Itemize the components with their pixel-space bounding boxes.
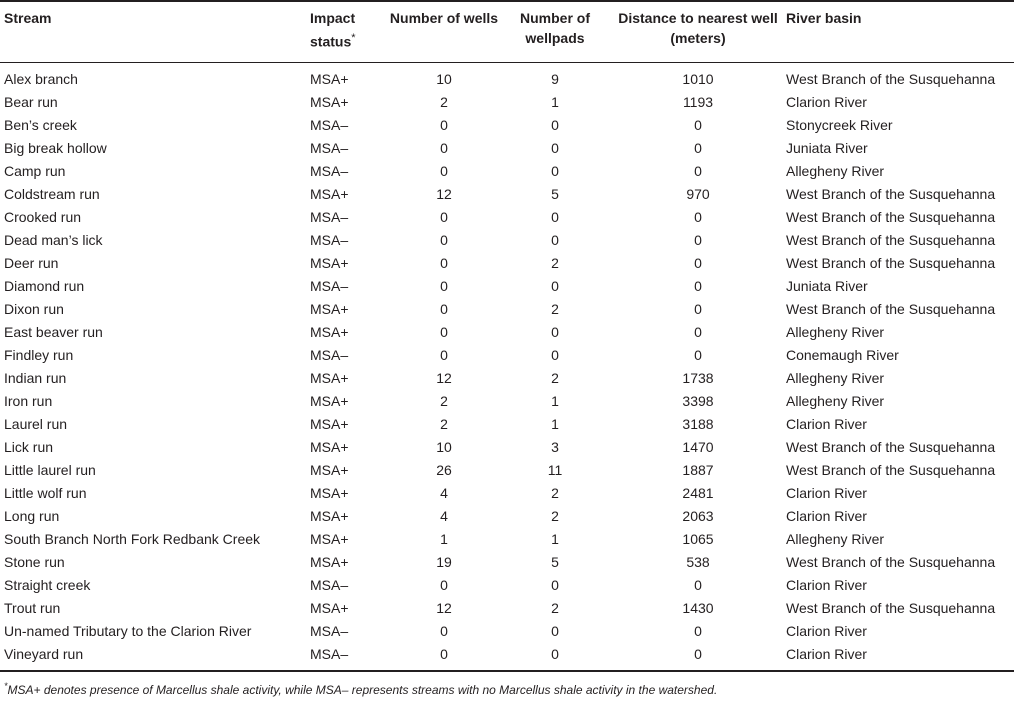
cell-number-of-wells: 4 <box>440 485 448 501</box>
table-row <box>0 137 1014 160</box>
cell-number-of-wellpads: 2 <box>551 370 559 386</box>
cell-number-of-wellpads: 2 <box>551 600 559 616</box>
table-row <box>0 160 1014 183</box>
cell-distance: 0 <box>694 646 702 662</box>
table-row <box>0 390 1014 413</box>
cell-number-of-wells: 12 <box>436 370 452 386</box>
top-rule <box>0 0 1014 2</box>
cell-distance: 0 <box>694 623 702 639</box>
cell-impact-status: MSA– <box>310 278 349 294</box>
footnote <box>4 681 717 697</box>
cell-impact-status: MSA+ <box>310 255 349 271</box>
cell-number-of-wellpads: 0 <box>551 163 559 179</box>
cell-impact-status: MSA– <box>310 163 349 179</box>
cell-stream: South Branch North Fork Redbank Creek <box>4 531 261 547</box>
cell-distance: 538 <box>686 554 710 570</box>
cell-stream: Bear run <box>4 94 58 110</box>
cell-number-of-wells: 0 <box>440 117 448 133</box>
cell-number-of-wellpads: 2 <box>551 485 559 501</box>
cell-stream: Big break hollow <box>4 140 107 156</box>
cell-stream: Alex branch <box>4 71 78 87</box>
cell-number-of-wellpads: 2 <box>551 508 559 524</box>
cell-number-of-wells: 0 <box>440 232 448 248</box>
cell-number-of-wells: 0 <box>440 301 448 317</box>
table-row <box>0 229 1014 252</box>
cell-number-of-wellpads: 11 <box>547 462 563 478</box>
cell-river-basin: Clarion River <box>786 577 867 593</box>
cell-stream: Findley run <box>4 347 74 363</box>
cell-distance: 1065 <box>682 531 714 547</box>
stream-table <box>0 4 1014 666</box>
table-row <box>0 643 1014 666</box>
cell-stream: Deer run <box>4 255 59 271</box>
cell-river-basin: West Branch of the Susquehanna <box>786 209 996 225</box>
cell-river-basin: West Branch of the Susquehanna <box>786 462 996 478</box>
cell-distance: 0 <box>694 117 702 133</box>
cell-stream: Laurel run <box>4 416 68 432</box>
table-row <box>0 62 1014 91</box>
cell-impact-status: MSA+ <box>310 554 349 570</box>
header-impact-status <box>310 4 388 62</box>
footnote-text: MSA+ denotes presence of Marcellus shale activity, while MSA– represents streams with no Marcellus shale activity in the watershed. <box>7 683 718 697</box>
cell-impact-status: MSA– <box>310 347 349 363</box>
cell-number-of-wells: 0 <box>440 209 448 225</box>
header-number-of-wells: Number of wells <box>389 10 499 26</box>
bottom-rule <box>0 670 1014 672</box>
cell-number-of-wells: 0 <box>440 646 448 662</box>
cell-distance: 0 <box>694 140 702 156</box>
cell-stream: Stone run <box>4 554 65 570</box>
cell-number-of-wellpads: 5 <box>551 186 559 202</box>
cell-river-basin: West Branch of the Susquehanna <box>786 186 996 202</box>
cell-river-basin: Clarion River <box>786 623 867 639</box>
cell-number-of-wellpads: 1 <box>551 393 559 409</box>
cell-river-basin: Conemaugh River <box>786 347 899 363</box>
table-row <box>0 620 1014 643</box>
cell-impact-status: MSA+ <box>310 416 349 432</box>
cell-distance: 1193 <box>682 94 714 110</box>
cell-river-basin: West Branch of the Susquehanna <box>786 255 996 271</box>
cell-stream: Iron run <box>4 393 53 409</box>
cell-distance: 3188 <box>682 416 714 432</box>
cell-impact-status: MSA– <box>310 646 349 662</box>
header-row <box>0 4 1014 62</box>
cell-distance: 1010 <box>682 71 714 87</box>
cell-number-of-wells: 10 <box>436 439 452 455</box>
cell-number-of-wellpads: 2 <box>551 301 559 317</box>
header-number-of-wellpads: Number of wellpads <box>520 10 590 46</box>
cell-stream: East beaver run <box>4 324 103 340</box>
cell-stream: Straight creek <box>4 577 91 593</box>
cell-stream: Ben’s creek <box>4 117 77 133</box>
cell-stream: Vineyard run <box>4 646 84 662</box>
cell-number-of-wells: 0 <box>440 623 448 639</box>
cell-number-of-wells: 2 <box>440 94 448 110</box>
cell-number-of-wells: 0 <box>440 255 448 271</box>
cell-river-basin: Stonycreek River <box>786 117 893 133</box>
cell-number-of-wells: 0 <box>440 324 448 340</box>
cell-impact-status: MSA+ <box>310 462 349 478</box>
cell-number-of-wellpads: 5 <box>551 554 559 570</box>
cell-river-basin: Allegheny River <box>786 531 885 547</box>
cell-distance: 0 <box>694 163 702 179</box>
cell-river-basin: Allegheny River <box>786 324 885 340</box>
header-stream: Stream <box>4 10 52 26</box>
cell-river-basin: West Branch of the Susquehanna <box>786 232 996 248</box>
table-row <box>0 206 1014 229</box>
cell-number-of-wellpads: 9 <box>551 71 559 87</box>
cell-impact-status: MSA+ <box>310 600 349 616</box>
table-row <box>0 275 1014 298</box>
cell-stream: Little wolf run <box>4 485 87 501</box>
cell-number-of-wells: 1 <box>440 531 448 547</box>
cell-stream: Lick run <box>4 439 54 455</box>
cell-stream: Diamond run <box>4 278 85 294</box>
cell-river-basin: West Branch of the Susquehanna <box>786 439 996 455</box>
cell-stream: Coldstream run <box>4 186 100 202</box>
cell-impact-status: MSA+ <box>310 370 349 386</box>
table-row <box>0 321 1014 344</box>
cell-number-of-wellpads: 0 <box>551 278 559 294</box>
table-row <box>0 91 1014 114</box>
header-distance: Distance to nearest well (meters) <box>618 10 778 46</box>
table-row <box>0 528 1014 551</box>
cell-river-basin: West Branch of the Susquehanna <box>786 554 996 570</box>
table-row <box>0 482 1014 505</box>
cell-distance: 0 <box>694 324 702 340</box>
cell-distance: 0 <box>694 232 702 248</box>
cell-river-basin: Allegheny River <box>786 370 885 386</box>
cell-number-of-wells: 26 <box>436 462 452 478</box>
cell-impact-status: MSA+ <box>310 301 349 317</box>
cell-impact-status: MSA+ <box>310 531 349 547</box>
cell-distance: 0 <box>694 301 702 317</box>
cell-stream: Long run <box>4 508 60 524</box>
cell-number-of-wellpads: 0 <box>551 140 559 156</box>
cell-number-of-wellpads: 0 <box>551 646 559 662</box>
table-row <box>0 183 1014 206</box>
header-impact-marker: * <box>351 32 356 44</box>
cell-distance: 0 <box>694 278 702 294</box>
cell-number-of-wellpads: 0 <box>551 623 559 639</box>
cell-river-basin: West Branch of the Susquehanna <box>786 600 996 616</box>
cell-distance: 2481 <box>682 485 714 501</box>
cell-stream: Dixon run <box>4 301 64 317</box>
table-row <box>0 459 1014 482</box>
cell-distance: 3398 <box>682 393 714 409</box>
cell-river-basin: Clarion River <box>786 485 867 501</box>
cell-impact-status: MSA+ <box>310 508 349 524</box>
cell-impact-status: MSA– <box>310 232 349 248</box>
footnote-marker: * <box>4 681 8 691</box>
cell-distance: 0 <box>694 255 702 271</box>
table-row <box>0 367 1014 390</box>
cell-impact-status: MSA– <box>310 117 349 133</box>
cell-river-basin: Clarion River <box>786 646 867 662</box>
cell-stream: Dead man’s lick <box>4 232 103 248</box>
cell-number-of-wellpads: 3 <box>551 439 559 455</box>
cell-number-of-wells: 0 <box>440 140 448 156</box>
cell-stream: Little laurel run <box>4 462 96 478</box>
cell-number-of-wellpads: 0 <box>551 232 559 248</box>
cell-distance: 2063 <box>682 508 714 524</box>
cell-number-of-wellpads: 0 <box>551 209 559 225</box>
cell-stream: Trout run <box>4 600 61 616</box>
table-row <box>0 551 1014 574</box>
cell-river-basin: Clarion River <box>786 94 867 110</box>
cell-impact-status: MSA– <box>310 209 349 225</box>
cell-river-basin: Clarion River <box>786 416 867 432</box>
cell-number-of-wells: 12 <box>436 186 452 202</box>
table-row <box>0 298 1014 321</box>
cell-distance: 1430 <box>682 600 714 616</box>
cell-stream: Indian run <box>4 370 67 386</box>
cell-stream: Crooked run <box>4 209 82 225</box>
cell-number-of-wells: 0 <box>440 577 448 593</box>
table-row <box>0 344 1014 367</box>
table-row <box>0 597 1014 620</box>
cell-number-of-wells: 4 <box>440 508 448 524</box>
cell-impact-status: MSA+ <box>310 485 349 501</box>
table-body <box>0 62 1014 666</box>
cell-impact-status: MSA+ <box>310 439 349 455</box>
cell-number-of-wells: 2 <box>440 416 448 432</box>
table-row <box>0 436 1014 459</box>
table-row <box>0 413 1014 436</box>
table-row <box>0 574 1014 597</box>
cell-river-basin: Juniata River <box>786 278 868 294</box>
cell-distance: 1887 <box>682 462 714 478</box>
table-row <box>0 114 1014 137</box>
table-row <box>0 252 1014 275</box>
header-impact-status-label: Impact status <box>310 10 356 50</box>
cell-stream: Un-named Tributary to the Clarion River <box>4 623 252 639</box>
cell-river-basin: Juniata River <box>786 140 868 156</box>
cell-impact-status: MSA– <box>310 140 349 156</box>
cell-impact-status: MSA+ <box>310 393 349 409</box>
cell-river-basin: West Branch of the Susquehanna <box>786 71 996 87</box>
cell-river-basin: Clarion River <box>786 508 867 524</box>
cell-number-of-wellpads: 1 <box>551 94 559 110</box>
cell-number-of-wellpads: 1 <box>551 531 559 547</box>
cell-distance: 0 <box>694 209 702 225</box>
cell-impact-status: MSA– <box>310 577 349 593</box>
cell-impact-status: MSA+ <box>310 94 349 110</box>
cell-number-of-wellpads: 1 <box>551 416 559 432</box>
cell-impact-status: MSA+ <box>310 324 349 340</box>
cell-number-of-wells: 0 <box>440 347 448 363</box>
table-row <box>0 505 1014 528</box>
cell-number-of-wells: 2 <box>440 393 448 409</box>
cell-river-basin: West Branch of the Susquehanna <box>786 301 996 317</box>
cell-number-of-wells: 12 <box>436 600 452 616</box>
cell-number-of-wellpads: 0 <box>551 347 559 363</box>
cell-impact-status: MSA+ <box>310 186 349 202</box>
cell-number-of-wells: 19 <box>436 554 452 570</box>
cell-river-basin: Allegheny River <box>786 393 885 409</box>
cell-distance: 1738 <box>682 370 714 386</box>
cell-stream: Camp run <box>4 163 66 179</box>
cell-impact-status: MSA+ <box>310 71 349 87</box>
cell-distance: 970 <box>686 186 710 202</box>
cell-impact-status: MSA– <box>310 623 349 639</box>
cell-number-of-wellpads: 0 <box>551 324 559 340</box>
cell-number-of-wells: 0 <box>440 163 448 179</box>
cell-distance: 0 <box>694 347 702 363</box>
cell-number-of-wells: 10 <box>436 71 452 87</box>
cell-distance: 1470 <box>682 439 714 455</box>
cell-number-of-wellpads: 2 <box>551 255 559 271</box>
cell-number-of-wellpads: 0 <box>551 577 559 593</box>
cell-number-of-wellpads: 0 <box>551 117 559 133</box>
cell-number-of-wells: 0 <box>440 278 448 294</box>
cell-river-basin: Allegheny River <box>786 163 885 179</box>
cell-distance: 0 <box>694 577 702 593</box>
header-river-basin: River basin <box>786 10 862 26</box>
